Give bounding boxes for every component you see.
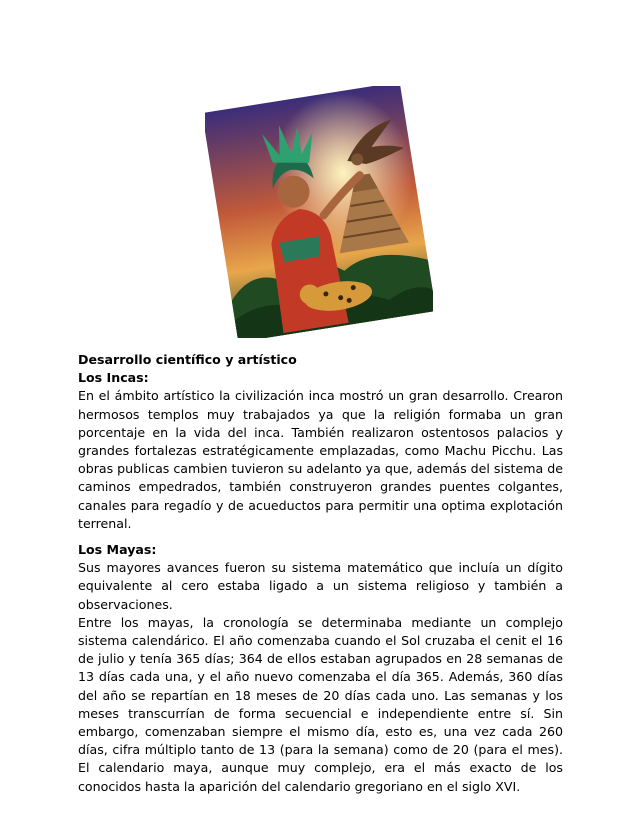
- paragraph-gap: [78, 533, 563, 541]
- mayas-paragraph-2: Entre los mayas, la cronología se determinaba mediante un complejo sistema calendárico. El año comenzaba cuando el Sol cruzaba el cenit el 16 de julio y tenía 365 días; 364 de ellos estaban agrupados en 28 semanas de 13 días cada una, y el año nuevo comenzaba el día 365. Además, 360 días del año se repartían en 18 meses de 20 días cada uno. Las semanas y los meses transcurrían de forma secuencial e independiente entre sí. Sin embargo, comenzaban siempre el mismo día, esto es, una vez cada 260 días, cifra múltiplo tanto de 13 (para la semana) como de 20 (para el mes). El calendario maya, aunque muy complejo, era el más exacto de los conocidos hasta la aparición del calendario gregoriano en el siglo XVI.: [78, 614, 563, 794]
- section-title: Desarrollo científico y artístico: [78, 352, 297, 367]
- mayas-heading: Los Mayas:: [78, 542, 157, 558]
- mayan-warrior-illustration: [205, 86, 433, 338]
- mayas-paragraph-1: Sus mayores avances fueron su sistema matemático que incluía un dígito equivalente al cero estaba ligado a un sistema religioso y también a observaciones.: [78, 560, 563, 612]
- incas-paragraph: En el ámbito artístico la civilización inca mostró un gran desarrollo. Crearon hermosos templos muy trabajados ya que la religión formaba un gran porcentaje en la vida del inca. También realizaron ostentosos palacios y grandes fortalezas estratégicamente emplazadas, como Machu Picchu. Las obras publicas cambien tuvieron su adelanto ya que, además del sistema de caminos empedrados, también construyeron grandes puentes colgantes, canales para regadío y de acueductos para permitir una optima explotación terrenal.: [78, 388, 563, 531]
- article-body: [78, 351, 563, 796]
- incas-heading: Los Incas:: [78, 370, 149, 386]
